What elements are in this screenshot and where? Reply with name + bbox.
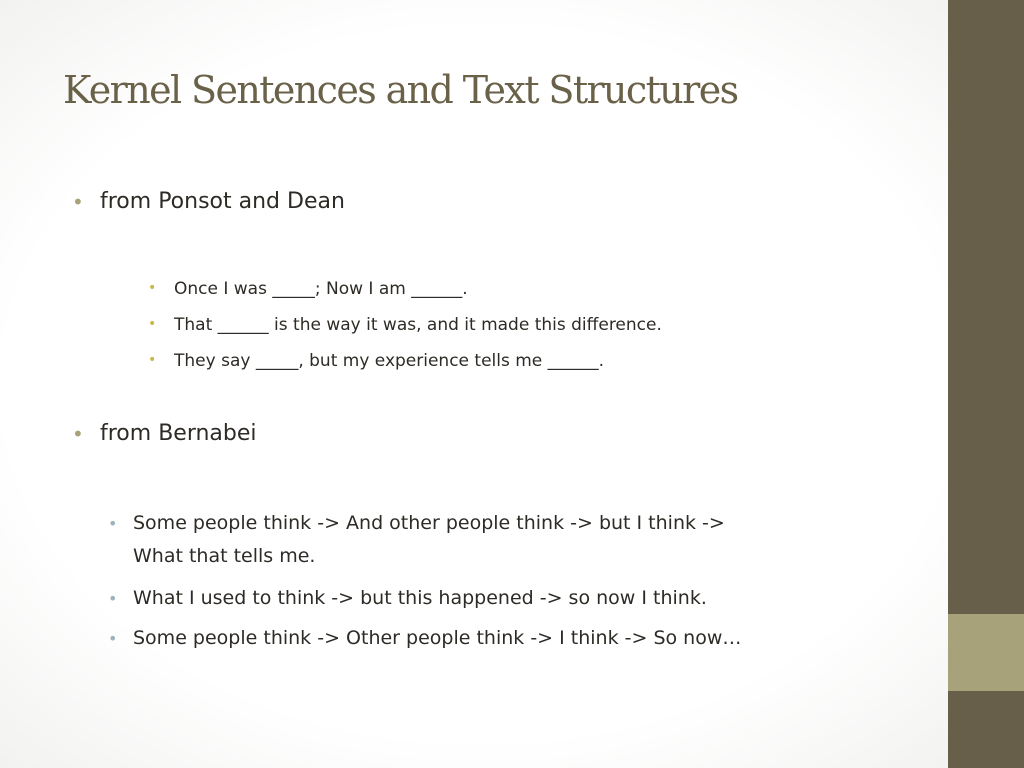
list-item [148,351,605,371]
bullet-bernabei [72,421,257,446]
bullet-ponsot-dean [72,189,345,214]
list-item [108,507,725,573]
bullet-dot-icon: • [108,514,118,533]
bullet-dot-icon: • [72,422,84,446]
bullet-dot-icon: • [148,280,157,296]
list-item-text: That ______ is the way it was, and it made this difference. [174,315,662,335]
bullet-dot-icon: • [72,190,84,214]
list-item [148,279,468,299]
bullet-dot-icon: • [148,316,157,332]
section-heading: from Ponsot and Dean [100,189,345,214]
list-item [148,315,662,335]
slide-title: Kernel Sentences and Text Structures [63,68,738,112]
list-item-text: They say _____, but my experience tells me ______. [174,351,605,371]
sidebar-accent-block [948,614,1024,691]
list-item-text: Some people think -> And other people think -> but I think -> [133,512,725,534]
bullet-dot-icon: • [108,629,118,648]
section-heading: from Bernabei [100,421,257,446]
list-item-text: Once I was _____; Now I am ______. [174,279,468,299]
bullet-dot-icon: • [108,589,118,608]
list-item [108,622,742,655]
list-item-text: Some people think -> Other people think -> I think -> So now… [133,627,742,649]
list-item [108,582,707,615]
bullet-dot-icon: • [148,352,157,368]
list-item-text-continued: What that tells me. [133,545,316,567]
list-item-text: What I used to think -> but this happened -> so now I think. [133,587,707,609]
